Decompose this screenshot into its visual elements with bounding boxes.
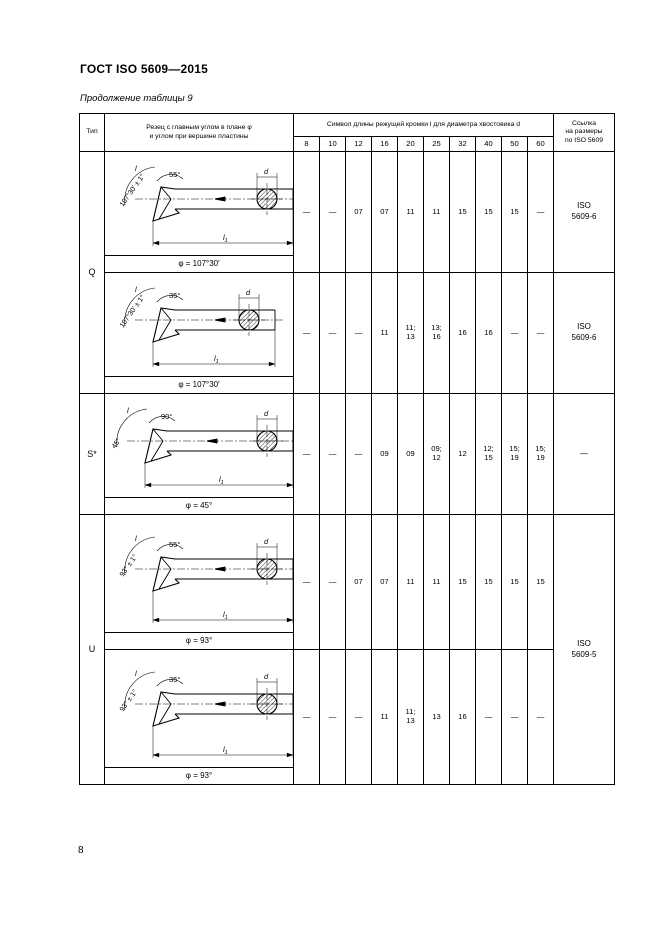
value-cell: — [320, 650, 346, 785]
tool-drawing [117, 409, 293, 488]
diameter-header: 8 [294, 137, 320, 152]
phi-label: φ = 107°30′ [105, 256, 294, 273]
phi-label: φ = 93° [105, 633, 294, 650]
value-cell: 12 [450, 394, 476, 515]
angle-top-label: 55° [169, 540, 181, 549]
value-cell: 15 [476, 515, 502, 650]
header-ref-line3: по ISO 5609 [564, 136, 604, 144]
value-cell: 11 [398, 515, 424, 650]
value-cell: — [346, 394, 372, 515]
diameter-header: 40 [476, 137, 502, 152]
value-cell: 15 [450, 515, 476, 650]
header-tool-line1: Резец с главным углом в плане φ [146, 124, 252, 132]
tool-drawing [125, 672, 293, 758]
value-cell: — [476, 650, 502, 785]
value-cell: — [294, 273, 320, 394]
tool-drawing-svg [105, 394, 293, 497]
page-title: ГОСТ ISO 5609—2015 [80, 62, 209, 76]
angle-side-label: 107°30' ± 1° [118, 172, 147, 209]
dimension-l-label: l [135, 164, 137, 173]
reference-cell: ISO 5609-6 [554, 152, 615, 273]
value-cell: — [320, 152, 346, 273]
dimension-l1-label: $l_1$ [223, 233, 228, 244]
diameter-header: 10 [320, 137, 346, 152]
header-tool [105, 114, 294, 152]
dimension-l1-label: $l_1$ [214, 354, 219, 365]
value-cell: 11 [424, 152, 450, 273]
value-cell: 07 [346, 515, 372, 650]
value-cell: 11 [398, 152, 424, 273]
value-cell: — [346, 273, 372, 394]
value-cell: 09; 12 [424, 394, 450, 515]
table-row [80, 515, 615, 633]
tool-drawing [125, 288, 285, 367]
angle-top-label: 35° [169, 675, 181, 684]
value-cell: — [320, 394, 346, 515]
dimension-d-label: d [264, 672, 269, 681]
angle-top-label: 90° [161, 412, 173, 421]
dimension-l-label: l [135, 285, 137, 294]
value-cell: 07 [346, 152, 372, 273]
header-symbol: Символ длины режущей кромки l для диаметра хвостовика d [294, 114, 554, 137]
type-cell: Q [80, 152, 105, 394]
header-reference [554, 114, 615, 152]
value-cell: 07 [372, 515, 398, 650]
value-cell: — [294, 650, 320, 785]
dimension-l1-label: $l_1$ [219, 475, 224, 486]
angle-side-label: 93° ± 1° [118, 688, 139, 714]
angle-side-label: 107°30' ± 1° [118, 293, 147, 330]
value-cell: 09 [372, 394, 398, 515]
tool-figure [105, 394, 294, 498]
tool-drawing [125, 537, 293, 623]
value-cell: 15; 19 [528, 394, 554, 515]
table-row [80, 273, 615, 377]
value-cell: 11; 13 [398, 273, 424, 394]
angle-side-label: 45° [110, 437, 123, 451]
value-cell: — [502, 273, 528, 394]
phi-label: φ = 107°30′ [105, 377, 294, 394]
dimension-d-label: d [264, 409, 269, 418]
header-ref-line2: на размеры [565, 128, 603, 136]
reference-cell: — [554, 394, 615, 515]
angle-side-label: 93° ± 1° [118, 553, 139, 579]
tool-figure [105, 650, 294, 768]
type-cell: S* [80, 394, 105, 515]
table-row [80, 650, 615, 768]
diameter-header: 50 [502, 137, 528, 152]
dimension-l-label: l [135, 534, 137, 543]
value-cell: 11 [372, 273, 398, 394]
diameter-header: 32 [450, 137, 476, 152]
angle-top-label: 35° [169, 291, 181, 300]
dimension-l1-label: $l_1$ [223, 610, 228, 621]
diameter-header: 60 [528, 137, 554, 152]
value-cell: 09 [398, 394, 424, 515]
tool-drawing-svg [105, 650, 293, 767]
value-cell: 15 [528, 515, 554, 650]
dimension-d-label: d [264, 537, 269, 546]
header-tool-line2: и углом при вершине пластины [149, 132, 249, 140]
dimension-l-label: l [135, 669, 137, 678]
value-cell: 16 [450, 650, 476, 785]
diameter-header: 16 [372, 137, 398, 152]
value-cell: 15; 19 [502, 394, 528, 515]
value-cell: — [528, 650, 554, 785]
value-cell: 07 [372, 152, 398, 273]
value-cell: 15 [450, 152, 476, 273]
tool-figure [105, 273, 294, 377]
value-cell: 11 [424, 515, 450, 650]
value-cell: 15 [502, 515, 528, 650]
value-cell: 16 [450, 273, 476, 394]
value-cell: — [346, 650, 372, 785]
value-cell: 12; 15 [476, 394, 502, 515]
header-type: Тип [80, 114, 105, 152]
type-cell: U [80, 515, 105, 785]
dimension-d-label: d [264, 167, 269, 176]
tool-figure [105, 152, 294, 256]
value-cell: — [502, 650, 528, 785]
value-cell: 11; 13 [398, 650, 424, 785]
reference-cell: ISO 5609-5 [554, 515, 615, 785]
phi-label: φ = 45° [105, 498, 294, 515]
value-cell: 16 [476, 273, 502, 394]
reference-cell: ISO 5609-6 [554, 273, 615, 394]
phi-label: φ = 93° [105, 768, 294, 785]
tool-figure [105, 515, 294, 633]
value-cell: 13; 16 [424, 273, 450, 394]
diameter-header: 20 [398, 137, 424, 152]
value-cell: — [294, 515, 320, 650]
dimension-l-label: l [127, 406, 129, 415]
value-cell: — [528, 273, 554, 394]
value-cell: 11 [372, 650, 398, 785]
value-cell: — [528, 152, 554, 273]
page-number: 8 [78, 845, 84, 856]
diameter-header: 25 [424, 137, 450, 152]
value-cell: — [294, 152, 320, 273]
dimensions-table [79, 113, 615, 785]
tool-drawing-svg [105, 152, 293, 255]
dimension-l1-label: $l_1$ [223, 745, 228, 756]
table-row [80, 394, 615, 498]
value-cell: — [294, 394, 320, 515]
table-caption: Продолжение таблицы 9 [80, 93, 193, 104]
value-cell: — [320, 273, 346, 394]
value-cell: 13 [424, 650, 450, 785]
diameter-header: 12 [346, 137, 372, 152]
tool-drawing [125, 167, 293, 246]
header-ref-line1: Ссылка [571, 119, 597, 127]
value-cell: 15 [502, 152, 528, 273]
dimension-d-label: d [246, 288, 251, 297]
angle-top-label: 55° [169, 170, 181, 179]
tool-drawing-svg [105, 515, 293, 632]
table-row [80, 152, 615, 256]
value-cell: 15 [476, 152, 502, 273]
tool-drawing-svg [105, 273, 293, 376]
value-cell: — [320, 515, 346, 650]
